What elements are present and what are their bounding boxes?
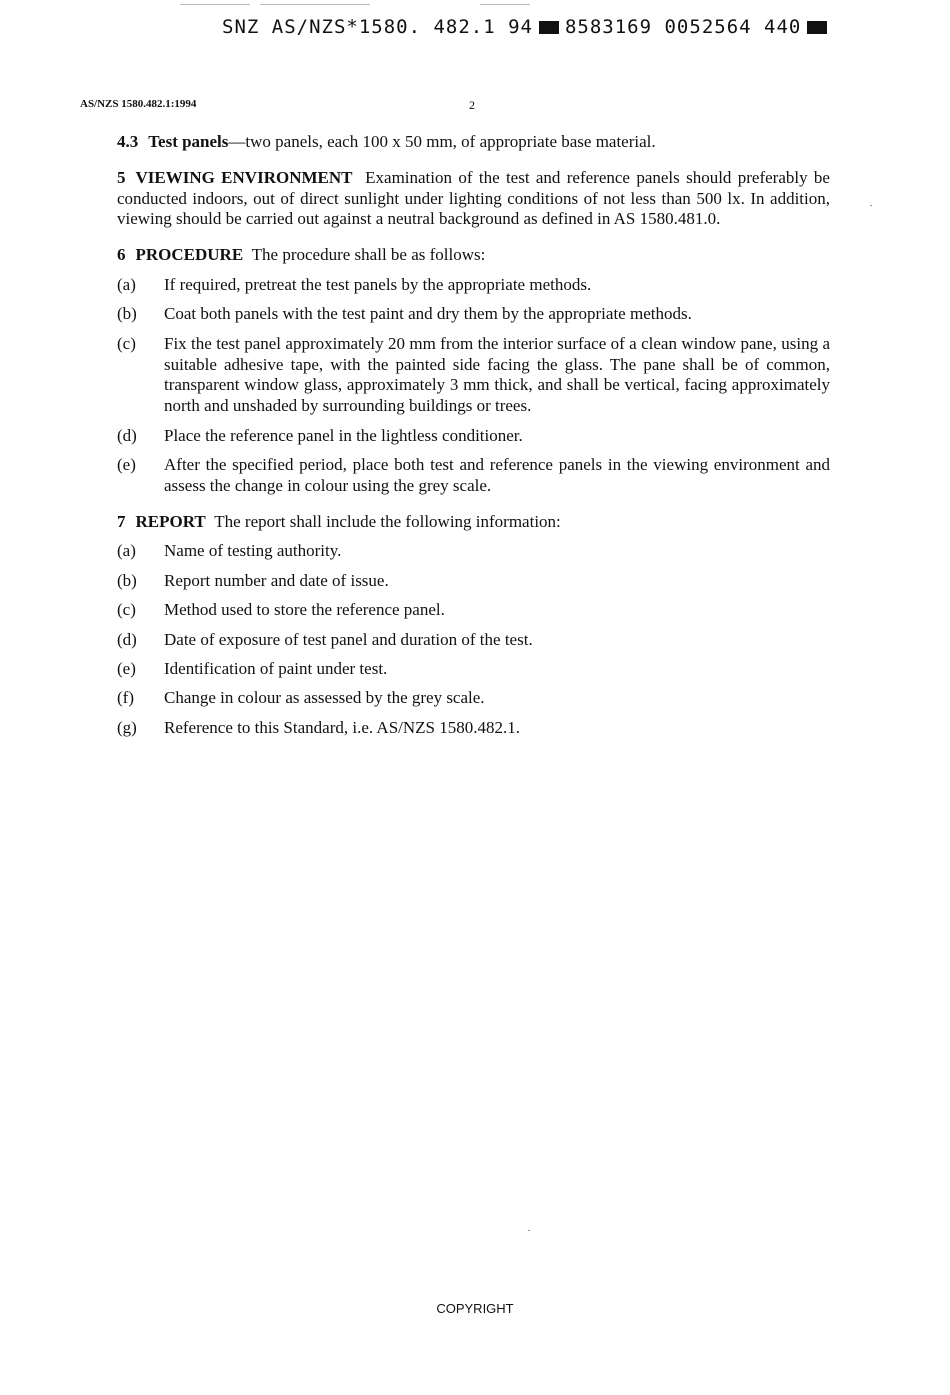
scan-code-part1: SNZ AS/NZS*1580. 482.1 94 [222,16,533,38]
clause-number: 7 [117,511,126,531]
item-text: After the specified period, place both test and reference panels in the viewing environment and assess the change in colour using the grey scale. [164,454,830,495]
item-text: Date of exposure of test panel and duration of the test. [164,629,533,649]
clause-intro: The report shall include the following information: [214,511,561,531]
item-label: (c) [117,333,136,353]
copyright-notice: COPYRIGHT [436,1301,514,1316]
scan-artifact-line [180,4,250,5]
clause-number: 4.3 [117,132,139,151]
list-item [117,630,830,651]
list-item [117,571,830,592]
clause-heading: PROCEDURE [135,245,244,265]
document-body [117,132,830,753]
clause-intro: The procedure shall be as follows: [251,245,486,265]
item-label: (d) [117,425,137,445]
clause-number: 5 [117,167,126,187]
item-text: Name of testing authority. [164,541,342,561]
item-text: Method used to store the reference panel. [164,600,445,620]
redaction-block [807,21,827,34]
item-label: (f) [117,688,134,708]
scan-artifact-line [480,4,530,5]
procedure-list [117,275,830,497]
clause-heading: VIEWING ENVIRONMENT [135,167,353,187]
item-label: (e) [117,658,136,678]
clause-4-3 [117,132,830,153]
clause-6 [117,245,830,266]
scan-speck [870,205,872,206]
clause-7 [117,512,830,533]
item-text: Coat both panels with the test paint and dry them by the appropriate methods. [164,304,692,324]
item-text: Place the reference panel in the lightless conditioner. [164,425,523,445]
list-item [117,600,830,621]
item-label: (b) [117,304,137,324]
list-item [117,304,830,325]
list-item [117,455,830,497]
item-label: (e) [117,454,136,474]
clause-text: —two panels, each 100 x 50 mm, of appropriate base material. [228,132,656,151]
list-item [117,334,830,417]
item-label: (d) [117,629,137,649]
item-label: (a) [117,541,136,561]
list-item [117,659,830,680]
scan-speck [528,1230,530,1231]
list-item [117,426,830,447]
item-label: (b) [117,570,137,590]
item-label: (g) [117,717,137,737]
item-label: (c) [117,600,136,620]
scan-reference-code [222,16,833,38]
page-number: 2 [469,98,475,112]
redaction-block [539,21,559,34]
clause-5 [117,168,830,230]
running-head: AS/NZS 1580.482.1:1994 [80,98,197,110]
item-text: Reference to this Standard, i.e. AS/NZS 1580.482.1. [164,717,521,737]
item-text: Identification of paint under test. [164,658,388,678]
item-text: Fix the test panel approximately 20 mm from the interior surface of a clean window pane, using a suitable adhesive tape, with the painted side facing the glass. The pane shall be of common, transparent window glass, approximately 3 mm thick, and shall be vertical, facing approximately north and unshaded by surrounding buildings or trees. [164,333,830,416]
item-text: If required, pretreat the test panels by the appropriate methods. [164,274,592,294]
list-item [117,718,830,739]
clause-number: 6 [117,245,126,265]
item-label: (a) [117,274,136,294]
scan-artifact-line [260,4,370,5]
scan-code-part2: 8583169 0052564 440 [564,16,802,38]
item-text: Change in colour as assessed by the grey scale. [164,688,485,708]
clause-heading: REPORT [135,511,206,531]
item-text: Report number and date of issue. [164,570,389,590]
report-list [117,541,830,738]
list-item [117,688,830,709]
clause-heading: Test panels [148,132,229,151]
clause-text: Examination of the test and reference panels should preferably be conducted indoors, out of direct sunlight under lighting conditions of not less than 500 lx. In addition, viewing should be carried out against a neutral background as defined in AS 1580.481.0. [117,167,830,229]
list-item [117,275,830,296]
list-item [117,541,830,562]
